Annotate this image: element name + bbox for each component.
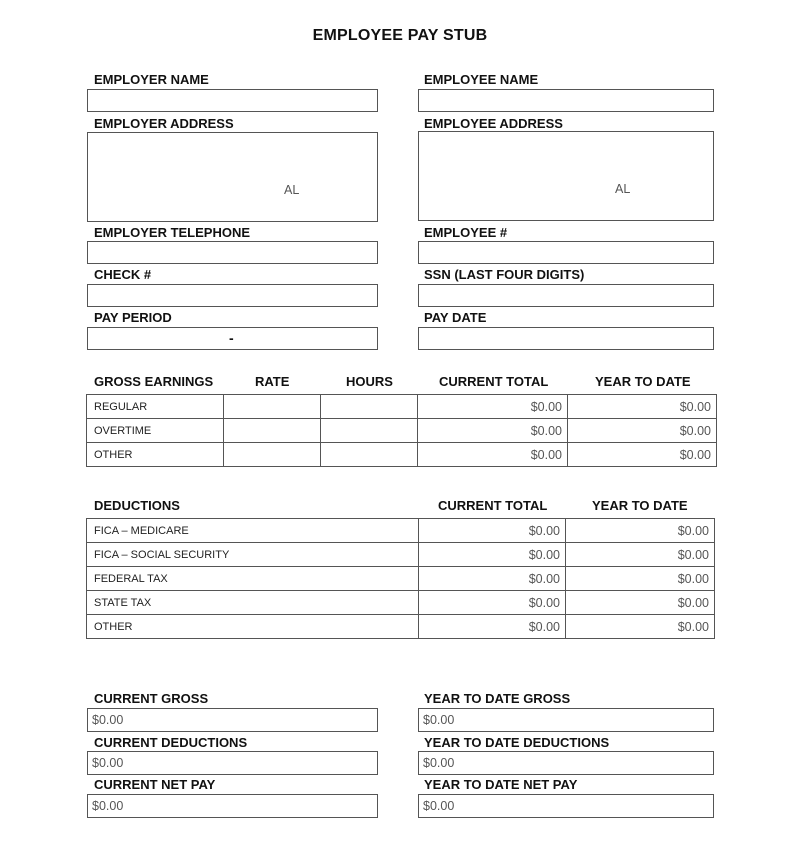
deduction-row-name: STATE TAX [87, 591, 419, 615]
earnings-header-current: CURRENT TOTAL [439, 374, 549, 389]
deduction-ytd-cell: $0.00 [566, 615, 715, 639]
earnings-hours-cell[interactable] [321, 395, 418, 419]
deduction-ytd-cell: $0.00 [566, 567, 715, 591]
ytd-net-pay-field[interactable]: $0.00 [418, 794, 714, 818]
employee-address-label: EMPLOYEE ADDRESS [424, 116, 563, 131]
ytd-gross-field[interactable]: $0.00 [418, 708, 714, 732]
deduction-current-cell: $0.00 [419, 543, 566, 567]
pay-period-separator: - [229, 330, 234, 346]
earnings-hours-cell[interactable] [321, 443, 418, 467]
ytd-gross-label: YEAR TO DATE GROSS [424, 691, 571, 706]
ytd-deductions-field[interactable]: $0.00 [418, 751, 714, 775]
employee-number-field[interactable] [418, 241, 714, 264]
employer-name-field[interactable] [87, 89, 378, 112]
check-number-label: CHECK # [94, 267, 152, 282]
deduction-row-name: FICA – SOCIAL SECURITY [87, 543, 419, 567]
pay-period-field[interactable] [87, 327, 378, 350]
employer-address-state: AL [284, 183, 300, 197]
table-row [87, 615, 715, 639]
employee-number-label: EMPLOYEE # [424, 225, 508, 240]
employer-telephone-field[interactable] [87, 241, 378, 264]
earnings-header-rate: RATE [255, 374, 290, 389]
current-net-pay-label: CURRENT NET PAY [94, 777, 216, 792]
check-number-field[interactable] [87, 284, 378, 307]
table-row [87, 543, 715, 567]
deduction-current-cell: $0.00 [419, 519, 566, 543]
employee-address-state: AL [615, 182, 631, 196]
earnings-header-ytd: YEAR TO DATE [595, 374, 691, 389]
current-gross-field[interactable]: $0.00 [87, 708, 378, 732]
employee-name-field[interactable] [418, 89, 714, 112]
earnings-ytd-cell: $0.00 [568, 443, 717, 467]
earnings-ytd-cell: $0.00 [568, 419, 717, 443]
ssn-label: SSN (LAST FOUR DIGITS) [424, 267, 585, 282]
deductions-table [86, 518, 715, 639]
earnings-ytd-cell: $0.00 [568, 395, 717, 419]
deductions-header-ytd: YEAR TO DATE [592, 498, 688, 513]
deductions-header-current: CURRENT TOTAL [438, 498, 548, 513]
table-row [87, 443, 717, 467]
earnings-hours-cell[interactable] [321, 419, 418, 443]
table-row [87, 519, 715, 543]
deduction-ytd-cell: $0.00 [566, 543, 715, 567]
pay-period-label: PAY PERIOD [94, 310, 172, 325]
employer-address-label: EMPLOYER ADDRESS [94, 116, 234, 131]
earnings-rate-cell[interactable] [224, 395, 321, 419]
employee-name-label: EMPLOYEE NAME [424, 72, 539, 87]
pay-date-field[interactable] [418, 327, 714, 350]
employer-telephone-label: EMPLOYER TELEPHONE [94, 225, 251, 240]
employer-name-label: EMPLOYER NAME [94, 72, 209, 87]
earnings-rate-cell[interactable] [224, 419, 321, 443]
earnings-current-cell: $0.00 [418, 443, 568, 467]
employee-address-field[interactable] [418, 131, 714, 221]
table-row [87, 591, 715, 615]
deductions-header-name: DEDUCTIONS [94, 498, 180, 513]
deduction-ytd-cell: $0.00 [566, 591, 715, 615]
deduction-current-cell: $0.00 [419, 567, 566, 591]
page-title: EMPLOYEE PAY STUB [312, 27, 488, 44]
current-deductions-label: CURRENT DEDUCTIONS [94, 735, 248, 750]
earnings-row-name: REGULAR [87, 395, 224, 419]
ytd-net-pay-label: YEAR TO DATE NET PAY [424, 777, 578, 792]
employer-address-field[interactable] [87, 132, 378, 222]
earnings-current-cell: $0.00 [418, 419, 568, 443]
current-gross-label: CURRENT GROSS [94, 691, 209, 706]
pay-date-label: PAY DATE [424, 310, 487, 325]
earnings-current-cell: $0.00 [418, 395, 568, 419]
table-row [87, 567, 715, 591]
earnings-header-name: GROSS EARNINGS [94, 374, 214, 389]
ssn-field[interactable] [418, 284, 714, 307]
deduction-row-name: FICA – MEDICARE [87, 519, 419, 543]
deduction-current-cell: $0.00 [419, 615, 566, 639]
ytd-deductions-label: YEAR TO DATE DEDUCTIONS [424, 735, 610, 750]
earnings-table [86, 394, 717, 467]
earnings-rate-cell[interactable] [224, 443, 321, 467]
table-row [87, 395, 717, 419]
earnings-row-name: OVERTIME [87, 419, 224, 443]
current-net-pay-field[interactable]: $0.00 [87, 794, 378, 818]
deduction-ytd-cell: $0.00 [566, 519, 715, 543]
current-deductions-field[interactable]: $0.00 [87, 751, 378, 775]
earnings-header-hours: HOURS [346, 374, 393, 389]
deduction-row-name: FEDERAL TAX [87, 567, 419, 591]
earnings-row-name: OTHER [87, 443, 224, 467]
deduction-row-name: OTHER [87, 615, 419, 639]
deduction-current-cell: $0.00 [419, 591, 566, 615]
table-row [87, 419, 717, 443]
